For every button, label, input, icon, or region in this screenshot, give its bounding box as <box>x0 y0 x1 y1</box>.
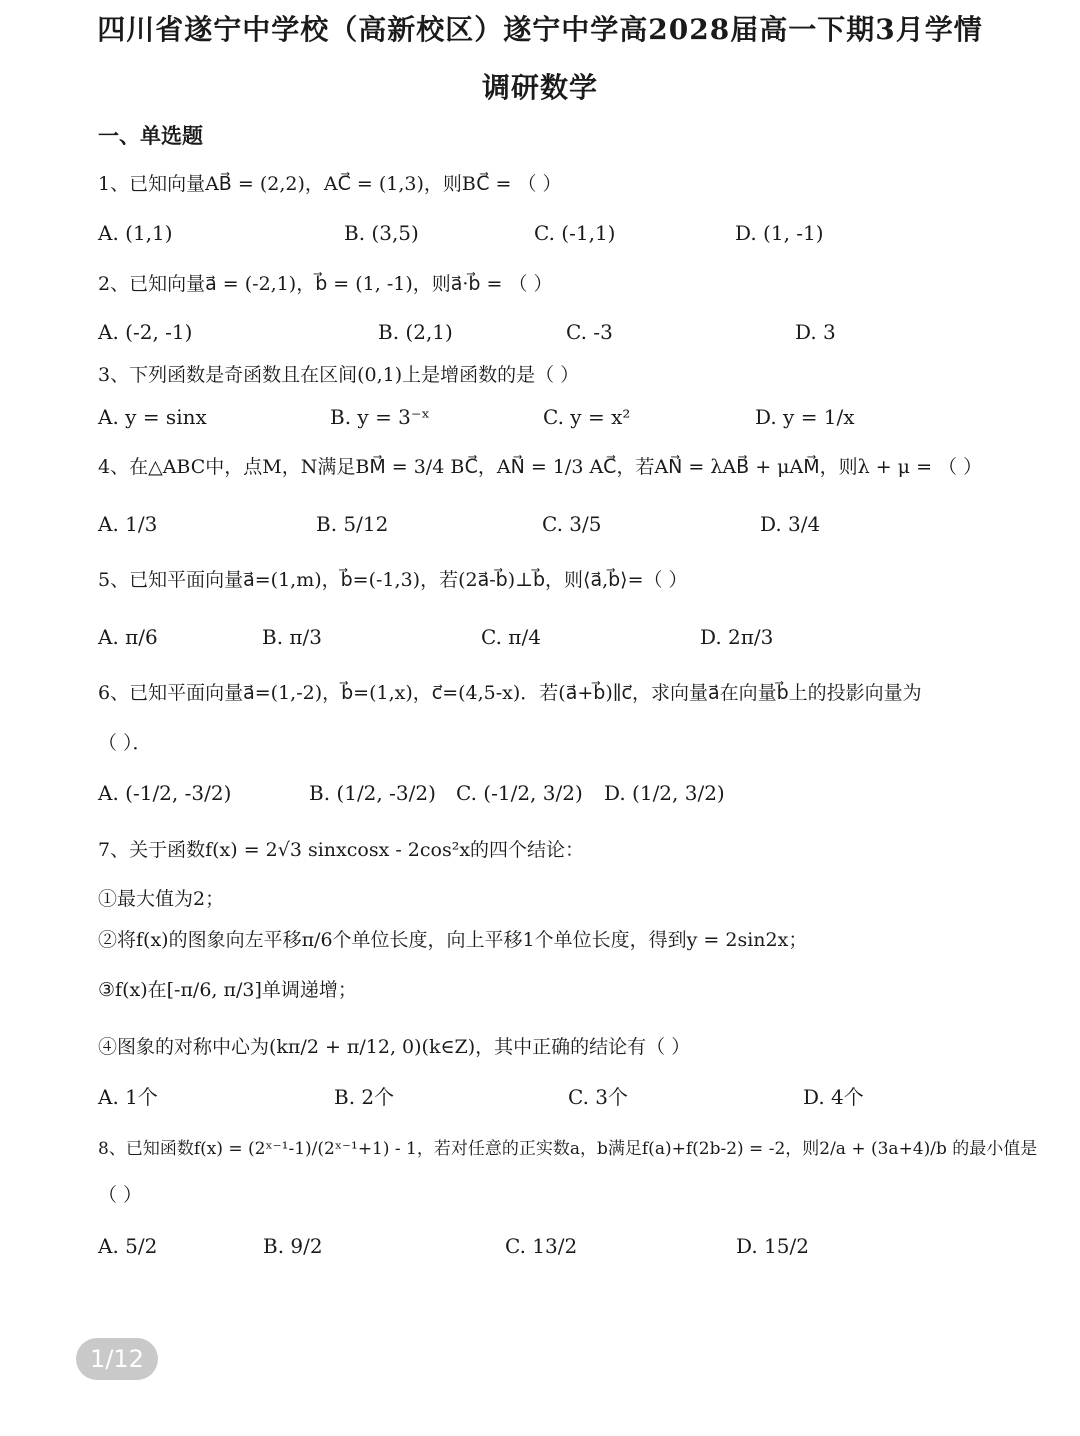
question-5-option-c: C. π/4 <box>481 625 541 649</box>
question-4-option-b: B. 5/12 <box>316 512 389 536</box>
question-8-option-d: D. 15/2 <box>736 1234 809 1258</box>
question-1-option-a: A. (1,1) <box>98 221 173 245</box>
section-heading: 一、单选题 <box>98 123 203 148</box>
question-7-option-c: C. 3个 <box>568 1085 629 1109</box>
question-3-option-d: D. y = 1/x <box>755 405 855 429</box>
question-1-option-b: B. (3,5) <box>344 221 419 245</box>
question-7-statement-3: ③f(x)在[-π/6, π/3]单调递增； <box>98 979 357 1001</box>
question-2-option-a: A. (-2, -1) <box>98 320 193 344</box>
question-2-stem: 2、已知向量a⃗ = (-2,1)，b⃗ = (1, -1)，则a⃗·b⃗ = （ ） <box>98 273 553 295</box>
question-6-option-a: A. (-1/2, -3/2) <box>98 781 232 805</box>
question-1-option-d: D. (1, -1) <box>735 221 824 245</box>
question-7-statement-2: ②将f(x)的图象向左平移π/6个单位长度，向上平移1个单位长度，得到y = 2sin2x； <box>98 929 808 951</box>
question-5-option-b: B. π/3 <box>262 625 323 649</box>
question-7-statement-4: ④图象的对称中心为(kπ/2 + π/12, 0)(k∈Z)，其中正确的结论有（ ） <box>98 1036 691 1058</box>
question-7-statement-1: ①最大值为2； <box>98 888 225 910</box>
question-5-option-a: A. π/6 <box>98 625 158 649</box>
question-8-option-a: A. 5/2 <box>98 1234 158 1258</box>
question-3-stem: 3、下列函数是奇函数且在区间(0,1)上是增函数的是（ ） <box>98 364 580 386</box>
question-8-option-b: B. 9/2 <box>263 1234 323 1258</box>
question-6-stem-continued: （ ）． <box>98 732 152 754</box>
question-5-option-d: D. 2π/3 <box>700 625 774 649</box>
question-2-option-b: B. (2,1) <box>378 320 453 344</box>
question-7-option-a: A. 1个 <box>98 1085 158 1109</box>
question-2-option-c: C. -3 <box>566 320 613 344</box>
question-2-option-d: D. 3 <box>795 320 836 344</box>
page-indicator: 1/12 <box>76 1338 158 1380</box>
question-5-stem: 5、已知平面向量a⃗=(1,m)，b⃗=(-1,3)，若(2a⃗-b⃗)⊥b⃗，则⟨a⃗,b⃗⟩=（ ） <box>98 569 688 591</box>
question-6-option-c: C. (-1/2, 3/2) <box>456 781 583 805</box>
question-1-option-c: C. (-1,1) <box>534 221 616 245</box>
question-4-option-a: A. 1/3 <box>98 512 158 536</box>
question-4-option-c: C. 3/5 <box>542 512 602 536</box>
question-8-stem: 8、已知函数f(x) = (2ˣ⁻¹-1)/(2ˣ⁻¹+1) - 1，若对任意的正实数a，b满足f(a)+f(2b-2) = -2，则2/a + (3a+4)/b 的最小值是 <box>98 1139 1038 1159</box>
question-7-option-d: D. 4个 <box>803 1085 864 1109</box>
question-3-option-c: C. y = x² <box>543 405 631 429</box>
question-3-option-a: A. y = sinx <box>98 405 207 429</box>
question-4-stem: 4、在△ABC中，点M，N满足BM⃗ = 3/4 BC⃗，AN⃗ = 1/3 AC⃗，若AN⃗ = λAB⃗ + μAM⃗，则λ + μ = （ ） <box>98 456 983 478</box>
document-title-line2: 调研数学 <box>481 71 598 104</box>
question-8-option-c: C. 13/2 <box>505 1234 578 1258</box>
question-7-stem: 7、关于函数f(x) = 2√3 sinxcosx - 2cos²x的四个结论： <box>98 839 585 861</box>
question-7-option-b: B. 2个 <box>334 1085 395 1109</box>
question-4-option-d: D. 3/4 <box>760 512 821 536</box>
question-6-stem: 6、已知平面向量a⃗=(1,-2)，b⃗=(1,x)，c⃗=(4,5-x)．若(a⃗+b⃗)∥c⃗，求向量a⃗在向量b⃗上的投影向量为 <box>98 682 922 704</box>
question-6-option-b: B. (1/2, -3/2) <box>309 781 436 805</box>
question-8-stem-continued: （ ） <box>98 1184 143 1206</box>
document-title-line1: 四川省遂宁中学校（高新校区）遂宁中学高2028届高一下期3月学情 <box>97 13 983 46</box>
question-1-stem: 1、已知向量AB⃗ = (2,2)，AC⃗ = (1,3)，则BC⃗ = （ ） <box>98 173 562 195</box>
question-3-option-b: B. y = 3⁻ˣ <box>330 405 430 429</box>
question-6-option-d: D. (1/2, 3/2) <box>604 781 725 805</box>
